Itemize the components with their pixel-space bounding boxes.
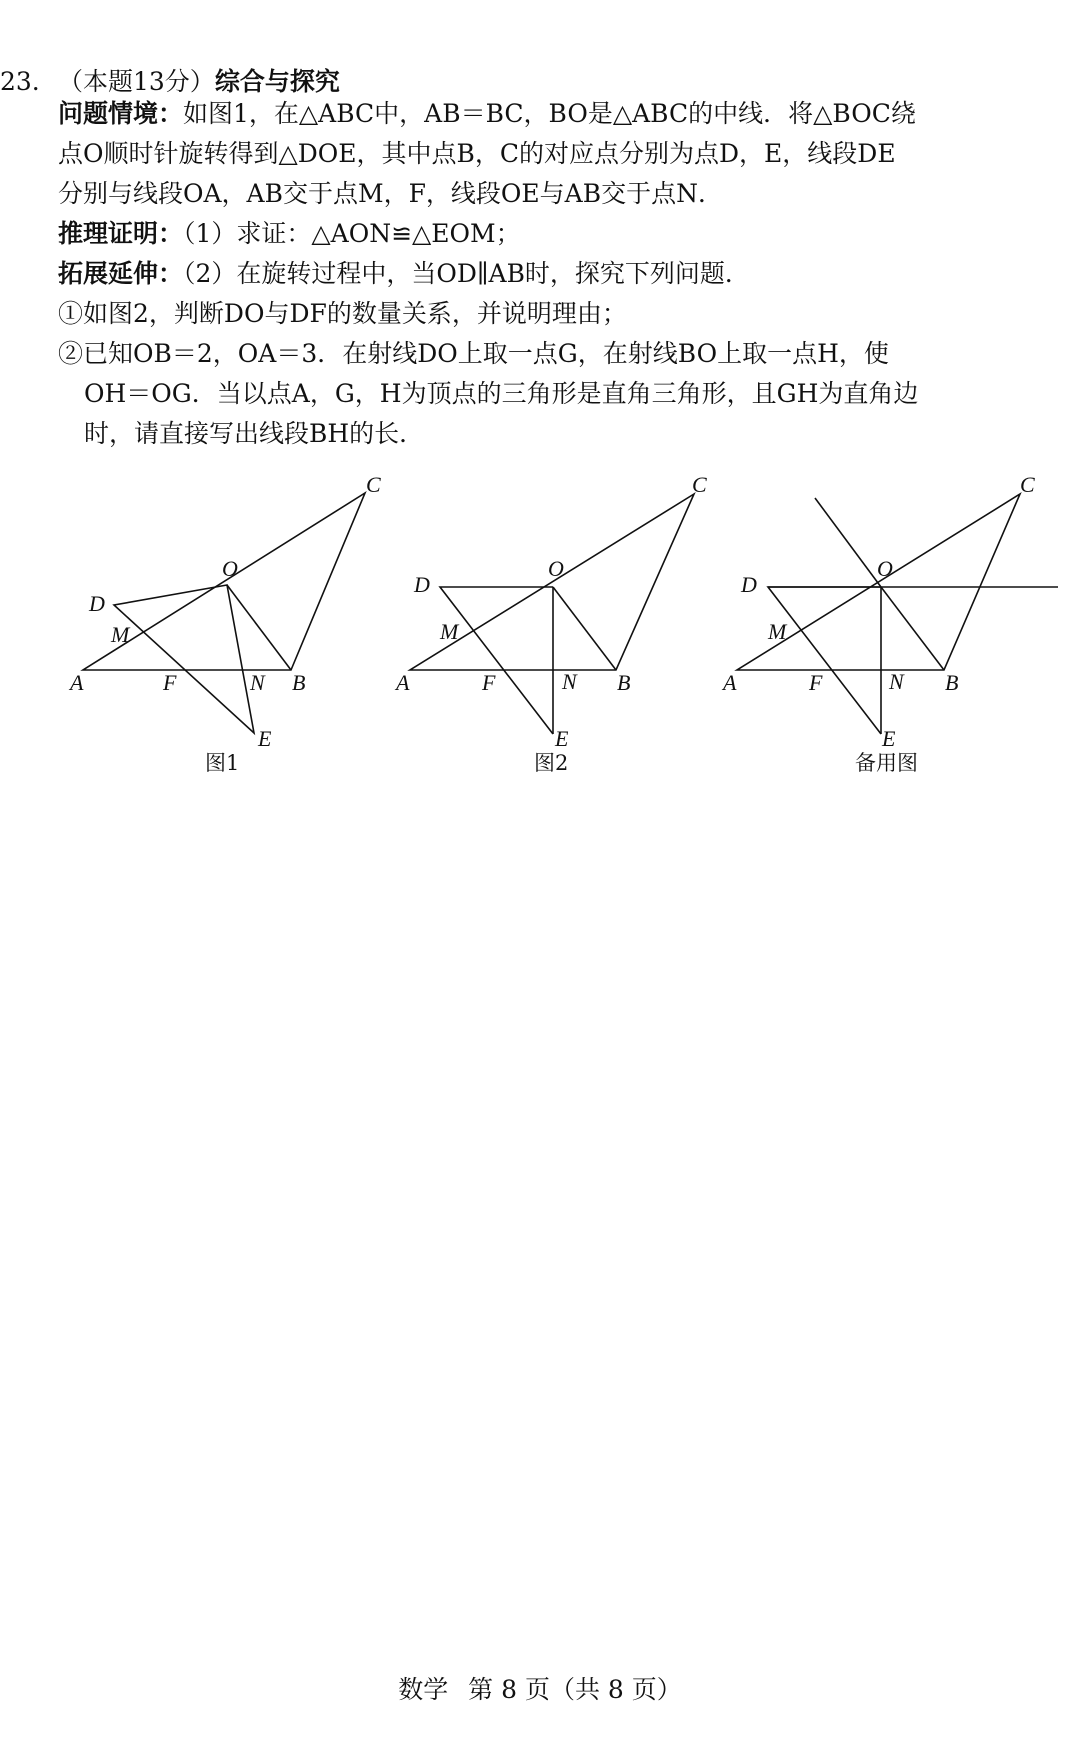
spare-label-O: O (877, 556, 893, 581)
question-number: 23. (0, 67, 40, 96)
figure-spare (721, 472, 1058, 775)
fig2-label-E: E (555, 726, 569, 751)
fig2-label-A: A (396, 670, 410, 695)
context-text-1: 如图1，在△ABC中，AB＝BC，BO是△ABC的中线．将△BOC绕 (183, 99, 916, 128)
sub-question-2c: 时，请直接写出线段BH的长． (84, 419, 425, 448)
spare-label-A: A (723, 670, 737, 695)
fig2-label-M: M (440, 619, 459, 644)
extension-label: 拓展延伸： (58, 259, 184, 288)
proof-line (58, 217, 521, 251)
question-score: （本题13分） (58, 67, 215, 96)
spare-label-B: B (945, 670, 959, 695)
page-footer (0, 1670, 1080, 1706)
spare-caption: 备用图 (855, 751, 918, 775)
spare-label-C: C (1020, 472, 1035, 497)
fig1-caption: 图1 (205, 751, 240, 775)
fig2-label-N: N (562, 669, 577, 694)
fig1-label-N: N (250, 670, 265, 695)
figure-2 (394, 472, 707, 775)
figure-1 (68, 472, 381, 775)
question-title: 综合与探究 (214, 67, 340, 96)
fig2-label-D: D (414, 572, 430, 597)
context-label: 问题情境： (58, 99, 184, 128)
spare-label-E: E (882, 726, 896, 751)
fig2-label-B: B (617, 670, 631, 695)
footer-subject: 数学 (398, 1675, 449, 1704)
fig1-label-M: M (111, 622, 130, 647)
fig1-label-F: F (163, 670, 177, 695)
fig1-label-A: A (70, 670, 84, 695)
sub-question-2a: ②已知OB＝2，OA＝3．在射线DO上取一点G，在射线BO上取一点H，使 (58, 339, 889, 368)
context-line-2: 点O顺时针旋转得到△DOE，其中点B，C的对应点分别为点D，E，线段DE (58, 139, 896, 168)
proof-text: （1）求证：△AON≌△EOM； (183, 219, 521, 248)
figures-area (0, 472, 1080, 880)
fig2-label-O: O (548, 556, 564, 581)
extension-line (58, 257, 750, 291)
question-header (0, 62, 340, 98)
fig1-label-O: O (222, 556, 238, 581)
fig2-label-C: C (692, 472, 707, 497)
fig2-label-F: F (482, 670, 496, 695)
spare-label-F: F (809, 670, 823, 695)
fig1-label-D: D (89, 591, 105, 616)
fig2-caption: 图2 (534, 751, 569, 775)
spare-label-M: M (768, 619, 787, 644)
proof-label: 推理证明： (58, 219, 184, 248)
sub-question-1: ①如图2，判断DO与DF的数量关系，并说明理由； (58, 299, 627, 328)
context-line-1 (58, 97, 916, 131)
extension-text: （2）在旋转过程中，当OD∥AB时，探究下列问题． (183, 259, 750, 288)
context-line-3: 分别与线段OA，AB交于点M，F，线段OE与AB交于点N． (58, 179, 723, 208)
spare-label-D: D (741, 572, 757, 597)
sub-question-2b: OH＝OG．当以点A，G，H为顶点的三角形是直角三角形，且GH为直角边 (84, 379, 919, 408)
fig1-label-B: B (292, 670, 306, 695)
fig1-label-E: E (258, 726, 272, 751)
footer-page: 第 8 页（共 8 页） (468, 1675, 682, 1704)
spare-label-N: N (889, 669, 904, 694)
fig1-label-C: C (366, 472, 381, 497)
